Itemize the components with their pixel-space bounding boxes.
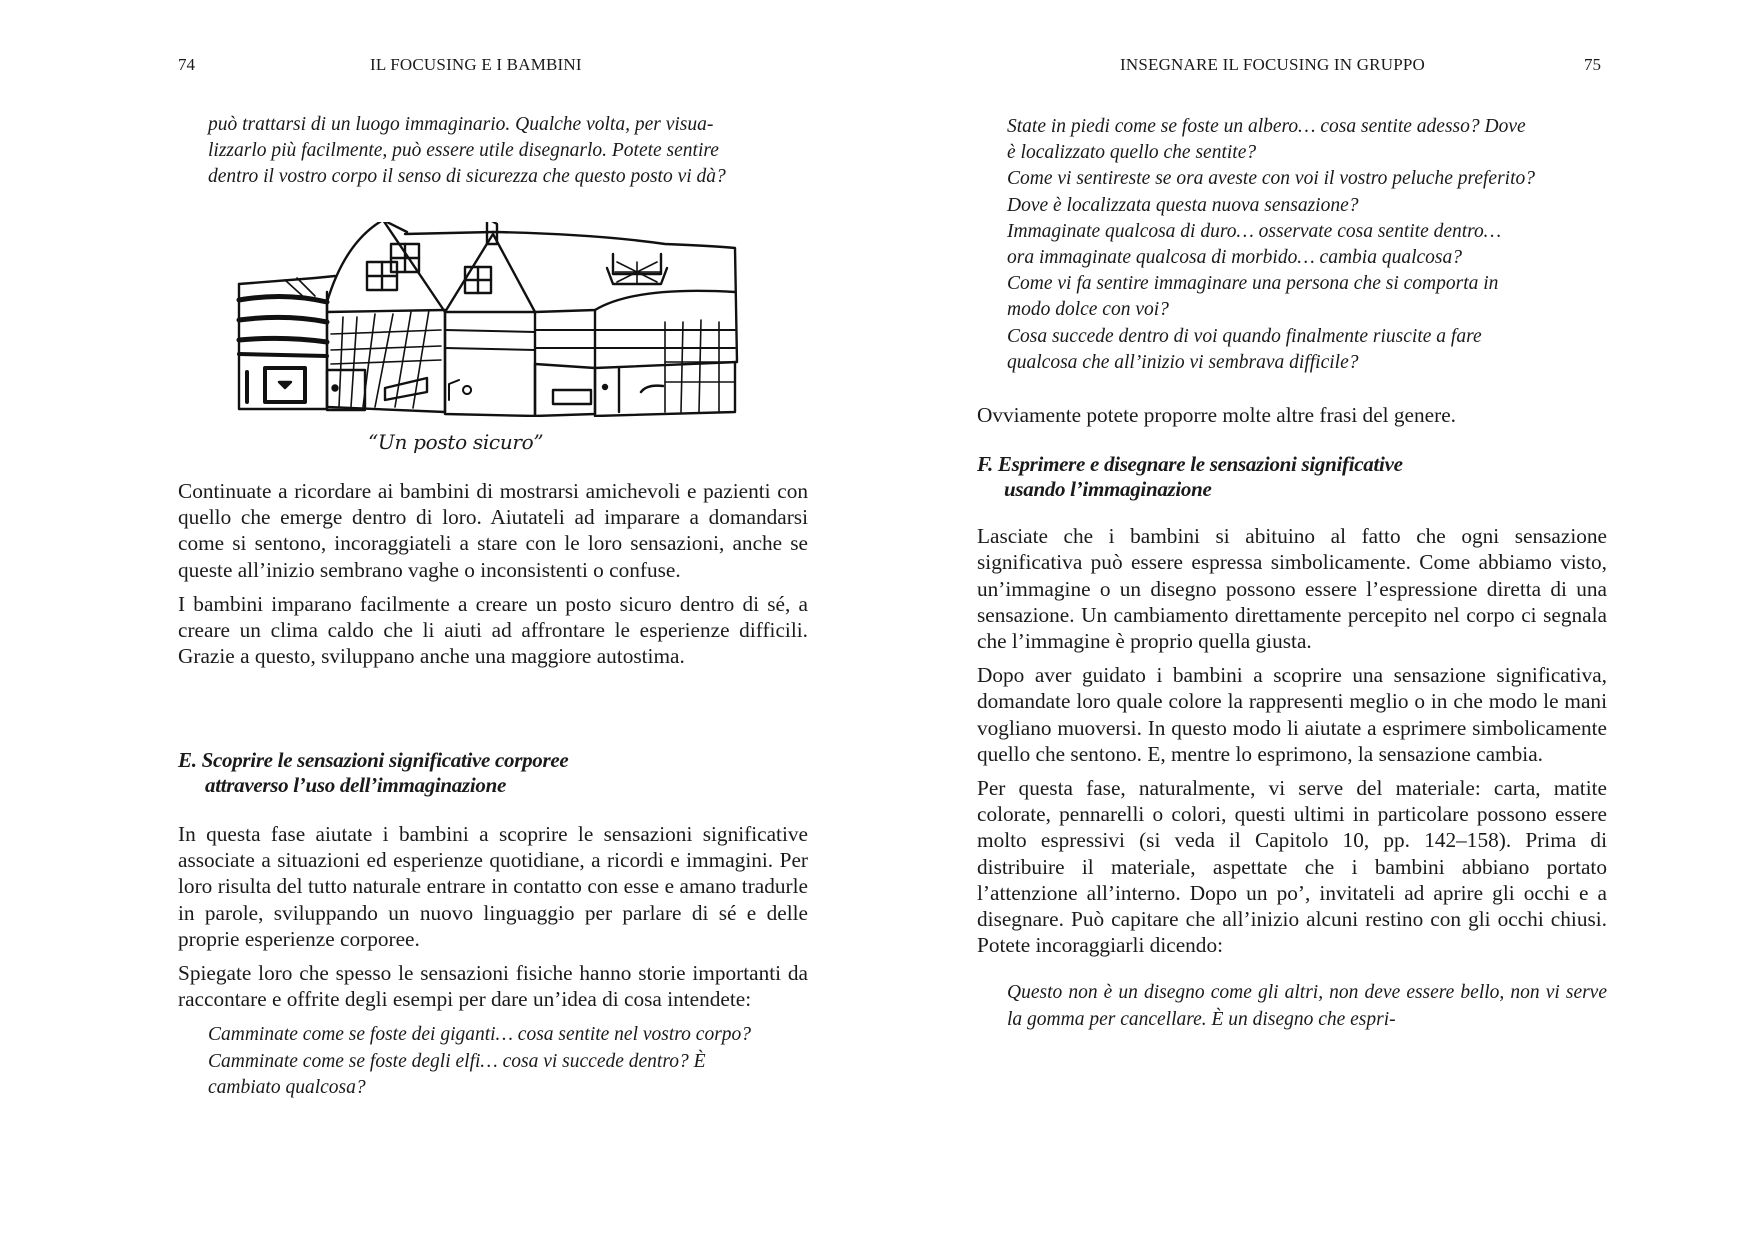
right-page: [877, 0, 1755, 1241]
house-drawing-icon: [235, 222, 745, 417]
italic-line: lizzarlo più facilmente, può essere utile disegnarlo. Potete sentire: [208, 140, 719, 162]
section-e: [178, 748, 808, 1101]
example-line: ora immaginate qualcosa di morbido… cambia qualcosa?: [1007, 247, 1462, 269]
example-line: Camminate come se foste dei giganti… cosa sentite nel vostro corpo?: [208, 1024, 752, 1046]
body-paragraph: Spiegate loro che spesso le sensazioni fisiche hanno storie importanti da raccontare e offrite degli esempi per dare un’idea di cosa intendete:: [178, 961, 808, 1012]
body-paragraph: In questa fase aiutate i bambini a scoprire le sensazioni significative associate a situazioni ed esperienze quotidiane, a ricordi e immagini. Per loro risulta del tutto naturale entrare in contatto con esse e amano tradurle in parole, sviluppando un nuovo linguaggio per parlare di sé e delle proprie esperienze corporee.: [178, 822, 808, 951]
heading-line: attraverso l’uso dell’immaginazione: [205, 772, 507, 797]
body-paragraph: I bambini imparano facilmente a creare un posto sicuro dentro di sé, a creare un clima caldo che li aiuti ad affrontare le esperienze difficili. Grazie a questo, sviluppano anche una maggiore autostima.: [178, 591, 808, 669]
example-line: cambiato qualcosa?: [208, 1076, 366, 1098]
heading-line: F. Esprimere e disegnare le sensazioni significative: [977, 452, 1403, 477]
section-heading-e: [178, 748, 808, 797]
left-page: [0, 0, 877, 1241]
section-heading-f: [977, 452, 1607, 501]
closing-quote: Questo non è un disegno come gli altri, non deve essere bello, non vi serve la gomma per cancellare. È un disegno che espri-: [1007, 982, 1607, 1030]
house-drawing-figure: [235, 222, 745, 417]
example-line: Come vi sentireste se ora aveste con voi il vostro peluche preferito?: [1007, 168, 1535, 190]
example-line: Come vi fa sentire immaginare una persona che si comporta in: [1007, 273, 1499, 295]
example-line: qualcosa che all’inizio vi sembrava difficile?: [1007, 351, 1359, 373]
right-examples-block: [1007, 114, 1567, 376]
body-paragraph: Per questa fase, naturalmente, vi serve del materiale: carta, matite colorate, pennarelli o colori, questi ultimi in particolare possono essere molto espressivi (si veda il Capitolo 10, pp. 142–158). Prima di distribuire il materiale, aspettate che i bambini abbiano portato l’attenzione all’interno. Dopo un po’, invitateli ad aprire gli occhi e a disegnare. Può capitare che all’inizio alcuni restino con gli occhi chiusi. Potete incoraggiarli dicendo:: [977, 776, 1607, 958]
figure-caption: “Un posto sicuro”: [368, 430, 544, 454]
page-number-left: 74: [178, 55, 195, 74]
example-line: Dove è localizzata questa nuova sensazione?: [1007, 194, 1359, 216]
page-number-right: 75: [1584, 55, 1601, 74]
body-paragraph: Ovviamente potete proporre molte altre frasi del genere.: [977, 403, 1456, 427]
body-paragraph: Continuate a ricordare ai bambini di mostrarsi amichevoli e pazienti con quello che emerge dentro di loro. Aiutateli ad imparare a domandarsi come si sentono, incoraggiateli a stare con le loro sensazioni, anche se queste all’inizio sembrano vaghe o inconsistenti o confuse.: [178, 479, 808, 582]
running-head-right: INSEGNARE IL FOCUSING IN GRUPPO: [1120, 55, 1425, 74]
example-line: Immaginate qualcosa di duro… osservate cosa sentite dentro…: [1007, 220, 1502, 242]
heading-line: E. Scoprire le sensazioni significative corporee: [178, 748, 569, 772]
example-line: State in piedi come se foste un albero… cosa sentite adesso? Dove: [1007, 116, 1526, 137]
body-paragraph: Lasciate che i bambini si abituino al fatto che ogni sensazione significativa può essere espressa simbolicamente. Come abbiamo visto, un’immagine o un disegno possono essere l’espressione diretta di una sensazione. Un cambiamento direttamente percepito nel corpo ci segnala che l’immagine è proprio quella giusta.: [977, 524, 1607, 654]
italic-line: può trattarsi di un luogo immaginario. Qualche volta, per visua-: [208, 114, 714, 135]
example-line: è localizzato quello che sentite?: [1007, 142, 1257, 164]
right-body: [977, 402, 1607, 1033]
heading-line: usando l’immaginazione: [1004, 476, 1212, 501]
opening-italic-passage: [208, 112, 788, 191]
body-paragraph: Dopo aver guidato i bambini a scoprire una sensazione significativa, domandate loro quale colore la rappresenti meglio o in che modo le mani vogliano muoversi. In questo modo li aiutate a esprimere simbolicamente quello che sentono. E, mentre lo esprimono, la sensazione cambia.: [977, 663, 1607, 766]
example-line: modo dolce con voi?: [1007, 299, 1169, 321]
example-line: Cosa succede dentro di voi quando finalmente riuscite a fare: [1007, 325, 1482, 347]
left-body-paragraphs: [178, 478, 808, 669]
example-line: Camminate come se foste degli elfi… cosa vi succede dentro? È: [208, 1050, 706, 1072]
examples-block: [178, 1022, 808, 1101]
running-head-left: IL FOCUSING E I BAMBINI: [370, 55, 582, 74]
italic-line: dentro il vostro corpo il senso di sicurezza che questo posto vi dà?: [208, 166, 726, 188]
